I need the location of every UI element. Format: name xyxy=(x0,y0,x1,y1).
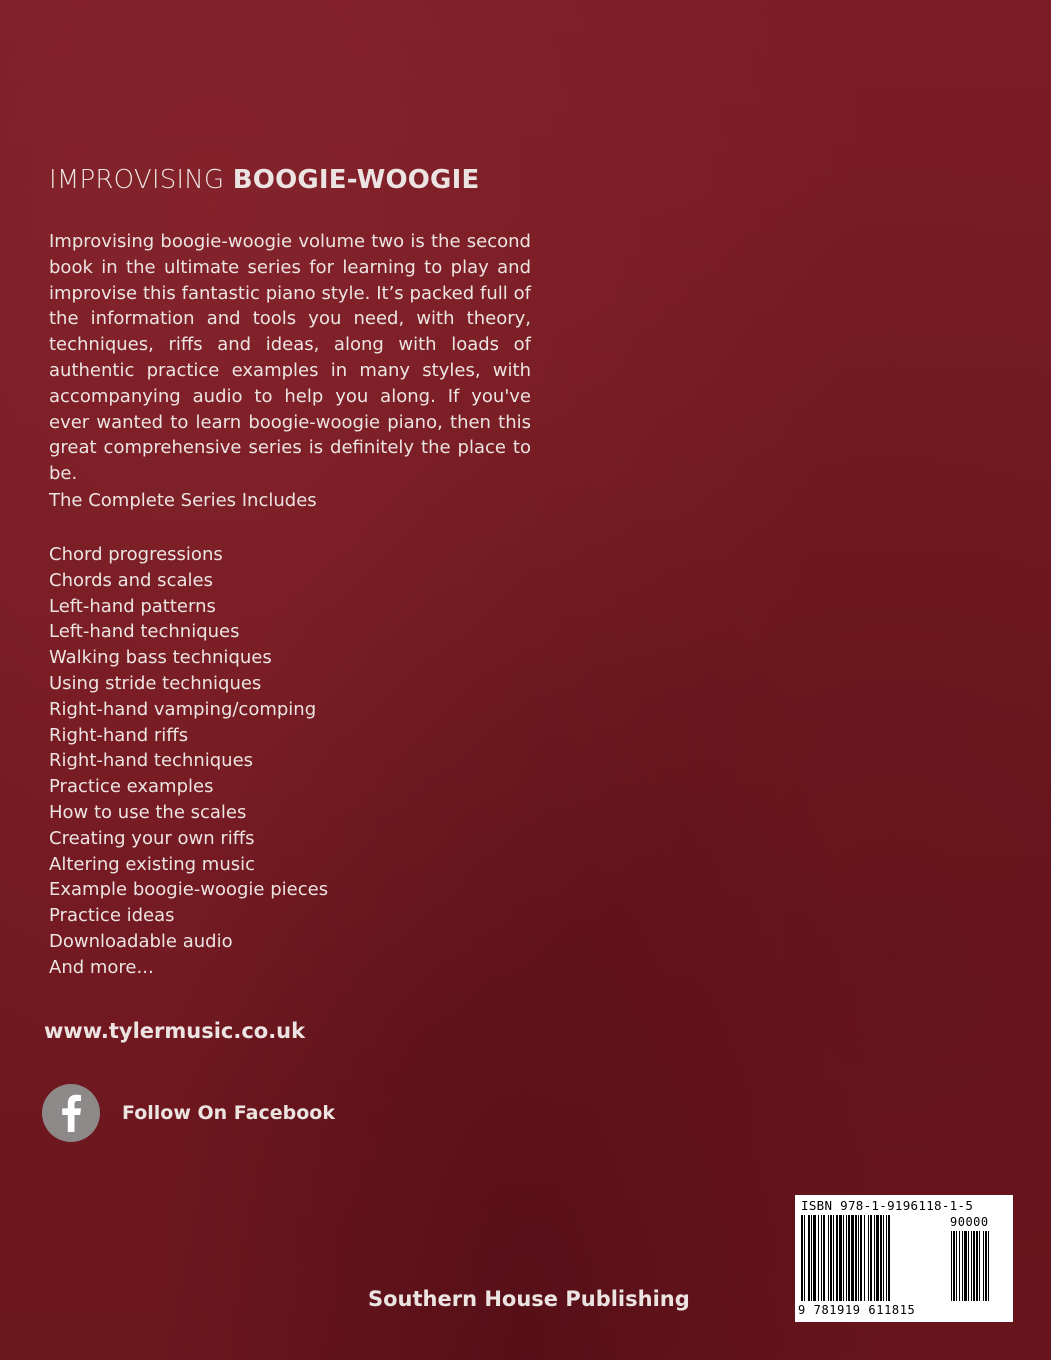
barcode-bar xyxy=(821,1215,822,1301)
list-item: Practice ideas xyxy=(49,905,175,927)
list-item: How to use the scales xyxy=(49,801,247,823)
barcode-bar xyxy=(864,1215,865,1301)
feature-list xyxy=(49,542,328,981)
barcode-bar xyxy=(846,1215,847,1301)
barcode-addon-bar xyxy=(959,1231,960,1301)
barcode-bar xyxy=(818,1215,819,1301)
list-item: Example boogie-woogie pieces xyxy=(49,879,329,901)
list-item: Right-hand vamping/comping xyxy=(49,698,317,720)
title-light: IMPROVISING xyxy=(49,165,225,195)
barcode-bar xyxy=(813,1215,816,1301)
barcode-bar xyxy=(888,1215,890,1301)
list-item: Walking bass techniques xyxy=(49,647,272,669)
barcode-addon: 90000 xyxy=(950,1215,989,1229)
barcode-addon-bar xyxy=(971,1231,972,1301)
list-item: Altering existing music xyxy=(49,853,256,875)
isbn-barcode xyxy=(795,1195,1013,1322)
facebook-icon[interactable] xyxy=(42,1084,100,1142)
barcode-bar xyxy=(836,1215,838,1301)
list-item: And more... xyxy=(49,956,154,978)
barcode-bar xyxy=(833,1215,834,1301)
barcode-bar xyxy=(843,1215,844,1301)
barcode-addon-bar xyxy=(956,1231,957,1301)
publisher-name: Southern House Publishing xyxy=(368,1287,690,1311)
barcode-bar xyxy=(858,1215,859,1301)
barcode-bar xyxy=(851,1215,854,1301)
barcode-digits: 9 781919 611815 xyxy=(798,1303,916,1317)
barcode-bar xyxy=(839,1215,842,1301)
barcode-addon-bar xyxy=(951,1231,952,1301)
book-title xyxy=(49,165,479,195)
barcode-addon-bar xyxy=(962,1231,963,1301)
barcode-addon-bar xyxy=(953,1231,955,1301)
list-item: Chord progressions xyxy=(49,544,223,565)
barcode-bar xyxy=(870,1215,872,1301)
facebook-follow[interactable] xyxy=(42,1084,335,1142)
barcode-addon-bar xyxy=(973,1231,975,1301)
barcode-bar xyxy=(886,1215,887,1301)
list-item: Using stride techniques xyxy=(49,672,262,694)
barcode-addon-bar xyxy=(988,1231,989,1301)
book-description: Improvising boogie-woogie volume two is the second book in the ultimate series for learning to play and improvise this fantastic piano style. It’s packed full of the information and tools you need, with theory, techniques, riffs and ideas, along with loads of authentic practice examples in many styles, with accompanying audio to help you along. If you've ever wanted to learn boogie-woogie piano, then this great comprehensive series is definitely the place to be. xyxy=(49,231,531,485)
barcode-addon-bar xyxy=(968,1231,969,1301)
list-item: Left-hand patterns xyxy=(49,595,216,617)
barcode-addon-bar xyxy=(979,1231,980,1301)
barcode-bar xyxy=(823,1215,825,1301)
barcode-bar xyxy=(804,1215,805,1301)
list-item: Creating your own riffs xyxy=(49,827,255,849)
list-item: Right-hand techniques xyxy=(49,750,254,772)
barcode-bar xyxy=(860,1215,862,1301)
barcode-addon-bar xyxy=(976,1231,978,1301)
facebook-f-glyph xyxy=(59,1094,83,1132)
barcode-bar xyxy=(883,1215,884,1301)
facebook-label[interactable]: Follow On Facebook xyxy=(122,1102,335,1124)
isbn-number: ISBN 978-1-9196118-1-5 xyxy=(801,1198,974,1213)
barcode-bar xyxy=(828,1215,829,1301)
barcode-bar xyxy=(868,1215,869,1301)
barcode-bar xyxy=(830,1215,832,1301)
barcode-bar xyxy=(801,1215,803,1301)
barcode-bar xyxy=(848,1215,850,1301)
barcode-addon-bar xyxy=(983,1231,984,1301)
series-heading: The Complete Series Includes xyxy=(49,490,317,511)
list-item: Right-hand riffs xyxy=(49,724,189,746)
list-item: Practice examples xyxy=(49,776,214,798)
title-bold: BOOGIE-WOOGIE xyxy=(232,165,480,195)
barcode-bar xyxy=(808,1215,810,1301)
list-item: Downloadable audio xyxy=(49,930,233,952)
barcode-bar xyxy=(880,1215,882,1301)
barcode-addon-bar xyxy=(964,1231,967,1301)
barcode-bar xyxy=(874,1215,875,1301)
barcode-bar xyxy=(811,1215,812,1301)
barcode-addon-bar xyxy=(985,1231,987,1301)
barcode-bar xyxy=(855,1215,857,1301)
website-link[interactable]: www.tylermusic.co.uk xyxy=(44,1019,306,1043)
barcode-bar xyxy=(876,1215,879,1301)
list-item: Left-hand techniques xyxy=(49,621,240,643)
list-item: Chords and scales xyxy=(49,569,213,591)
